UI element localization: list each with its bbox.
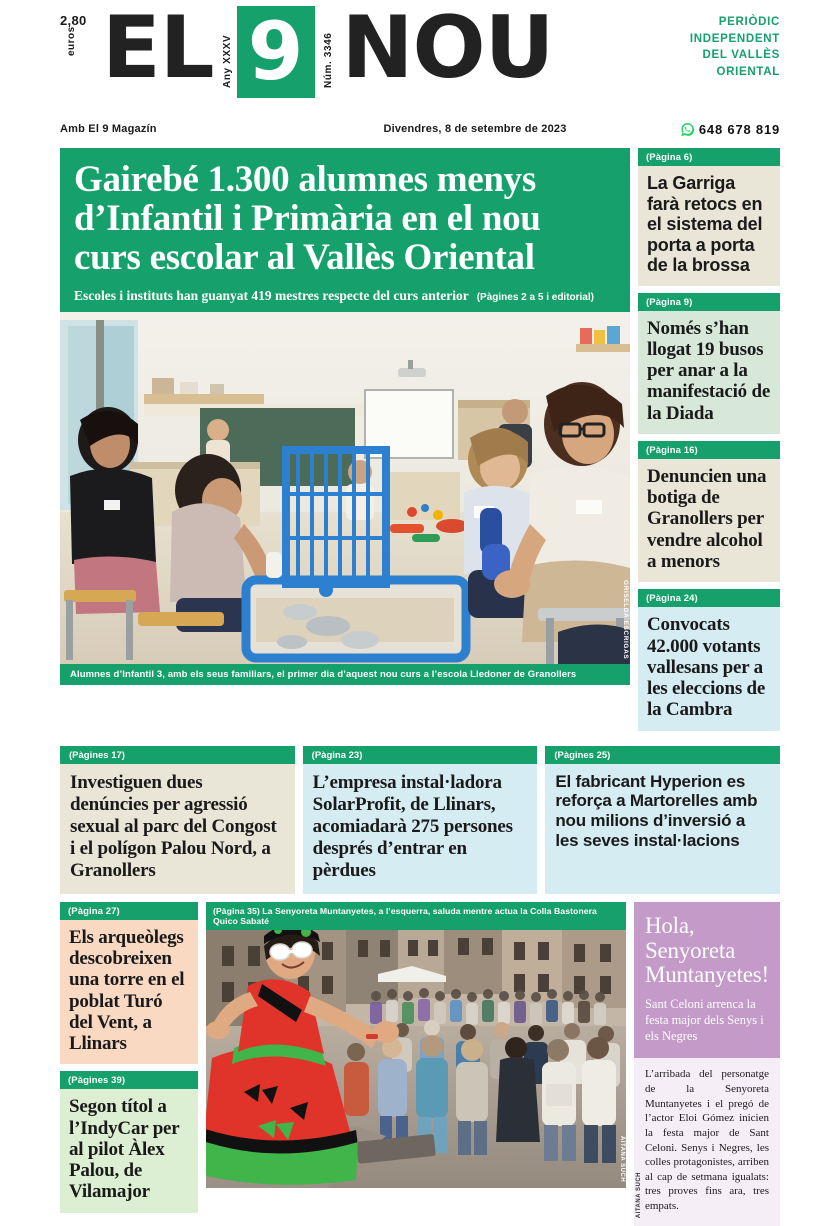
lead-photo — [60, 312, 630, 664]
logo-nine-box — [237, 6, 315, 98]
whatsapp-contact[interactable] — [620, 122, 780, 137]
sidebar-item-cambra[interactable] — [638, 589, 780, 730]
lead-headline-block — [60, 148, 630, 284]
bottom-left-column — [60, 902, 198, 1226]
sidebar-headline: Convocats 42.000 votants vallesans per a les eleccions de la Cambra — [647, 614, 766, 721]
bottom-photo-image — [206, 930, 626, 1188]
mid-body — [303, 764, 538, 894]
sidebar-body — [638, 607, 780, 730]
page-ref-badge: (Pàgina 24) — [638, 589, 780, 607]
masthead — [60, 0, 780, 118]
lead-photo-image — [60, 312, 630, 664]
festa-major-photo-block — [206, 902, 626, 1226]
publication-date: Divendres, 8 de setembre de 2023 — [383, 123, 567, 135]
mid-body — [545, 764, 780, 863]
tagline-line-4: ORIENTAL — [716, 66, 780, 79]
feature-body-text — [634, 1058, 780, 1225]
mid-headline: Investiguen dues denúncies per agressió sexual al parc del Congost i el polígon Palou Nord, a Granollers — [70, 771, 277, 881]
mid-headline: L’empresa instal·ladora SolarProfit, de Llinars, acomiadarà 275 persones després d’entrar en pèrdues — [312, 771, 513, 881]
logo-nine: 9 — [247, 5, 304, 98]
issue-number: Núm. 3346 — [322, 32, 334, 88]
sidebar-item-botiga[interactable] — [638, 441, 780, 582]
mid-item-hyperion[interactable] — [545, 746, 780, 894]
mid-headline: El fabricant Hyperion es reforça a Martorelles amb nou milions d’inversió a les seves instal·lacions — [555, 771, 758, 850]
magazine-note: Amb El 9 Magazín — [60, 123, 157, 135]
logo-nou: NOU — [341, 0, 554, 98]
lead-subhead: Escoles i instituts han guanyat 419 mestres respecte del curs anterior — [74, 287, 469, 303]
page-ref-badge: (Pàgines 17) — [60, 746, 295, 764]
feature-top — [634, 902, 780, 1059]
feature-headline: Hola, Senyoreta Muntanyetes! — [644, 912, 770, 988]
page-ref-badge: (Pàgines 25) — [545, 746, 780, 764]
logo-el: EL — [102, 0, 214, 98]
mid-body — [60, 764, 295, 894]
feature-card — [634, 902, 780, 1226]
sidebar-body — [638, 166, 780, 286]
middle-stories-row — [60, 746, 780, 894]
sidebar-body — [638, 459, 780, 582]
tagline-line-1: PERIÒDIC — [718, 16, 780, 28]
bottom-photo-caption: (Pàgina 35) La Senyoreta Muntanyetes, a l’esquerra, saluda mentre actua la Colla Bastonera Quico Sabaté — [206, 902, 626, 930]
bottom-headline: Els arqueòlegs descobreixen una torre en el poblat Turó del Vent, a Llinars — [69, 926, 185, 1055]
bottom-photo — [206, 930, 626, 1188]
sidebar-headline: Denuncien una botiga de Granollers per vendre alcohol a menors — [647, 465, 767, 572]
tagline-line-2: INDEPENDENT — [689, 32, 780, 45]
bottom-photo-credit: AITANA SUCH — [618, 1135, 625, 1182]
sidebar-body — [638, 311, 780, 434]
masthead-strap — [60, 118, 780, 140]
price-unit: euros — [66, 26, 77, 56]
bottom-item-indycar[interactable] — [60, 1071, 198, 1212]
mid-item-solarprofit[interactable] — [303, 746, 538, 894]
tagline — [690, 0, 780, 81]
sidebar-item-busos[interactable] — [638, 293, 780, 434]
price-block — [60, 0, 100, 106]
feature-body-copy: L’arribada del personatge de la Senyoreta Muntanyetes i el pregó de l’actor Eloi Gómez inicien la festa major de Sant Celoni. Senys i Negres, les colles protagonistes, arriben al cap de setmana igualats: tres proves fins ara, tres empats. — [644, 1068, 769, 1213]
page-ref-badge: (Pàgina 27) — [60, 902, 198, 920]
page-ref-badge: (Pàgina 9) — [638, 293, 780, 311]
bottom-body — [60, 1089, 198, 1212]
whatsapp-icon — [680, 122, 695, 137]
page-ref-badge: (Pàgines 39) — [60, 1071, 198, 1089]
whatsapp-number: 648 678 819 — [698, 121, 780, 137]
sidebar-item-garriga[interactable] — [638, 148, 780, 286]
top-grid — [60, 148, 780, 738]
page-ref-badge: (Pàgina 16) — [638, 441, 780, 459]
mid-item-congost[interactable] — [60, 746, 295, 894]
bottom-item-arqueolegs[interactable] — [60, 902, 198, 1065]
feature-subhead: Sant Celoni arrenca la festa major dels Senys i els Negres — [644, 997, 764, 1043]
year-label: Any XXXV — [221, 34, 233, 88]
page-ref-badge: (Pàgina 6) — [638, 148, 780, 166]
lead-subhead-block — [60, 284, 630, 312]
feature-story[interactable] — [634, 902, 780, 1226]
lead-pages: (Pàgines 2 a 5 i editorial) — [476, 291, 594, 303]
price-value: 2,80 — [60, 13, 87, 28]
sidebar-stories — [638, 148, 780, 738]
lead-story[interactable] — [60, 148, 630, 738]
feature-credit: AITANA SUCH — [635, 1171, 642, 1218]
page-ref-badge: (Pàgina 23) — [303, 746, 538, 764]
bottom-row — [60, 902, 780, 1226]
lead-photo-credit: GRISELDA ESCRIGAS — [622, 580, 629, 660]
lead-headline: Gairebé 1.300 alumnes menys d’Infantil i Primària en el nou curs escolar al Vallès Oriental — [74, 159, 541, 279]
bottom-body — [60, 920, 198, 1065]
sidebar-headline: La Garriga farà retocs en el sistema del porta a porta de la brossa — [647, 173, 763, 276]
sidebar-headline: Només s’han llogat 19 busos per anar a la manifestació de la Diada — [647, 317, 771, 424]
lead-photo-caption: Alumnes d’Infantil 3, amb els seus familiars, el primer dia d’aquest nou curs a l’escola Lledoner de Granollers — [60, 664, 630, 685]
tagline-line-3: DEL VALLÈS — [702, 49, 780, 62]
bottom-headline: Segon títol a l’IndyCar per al pilot Àlex Palou, de Vilamajor — [69, 1096, 180, 1203]
